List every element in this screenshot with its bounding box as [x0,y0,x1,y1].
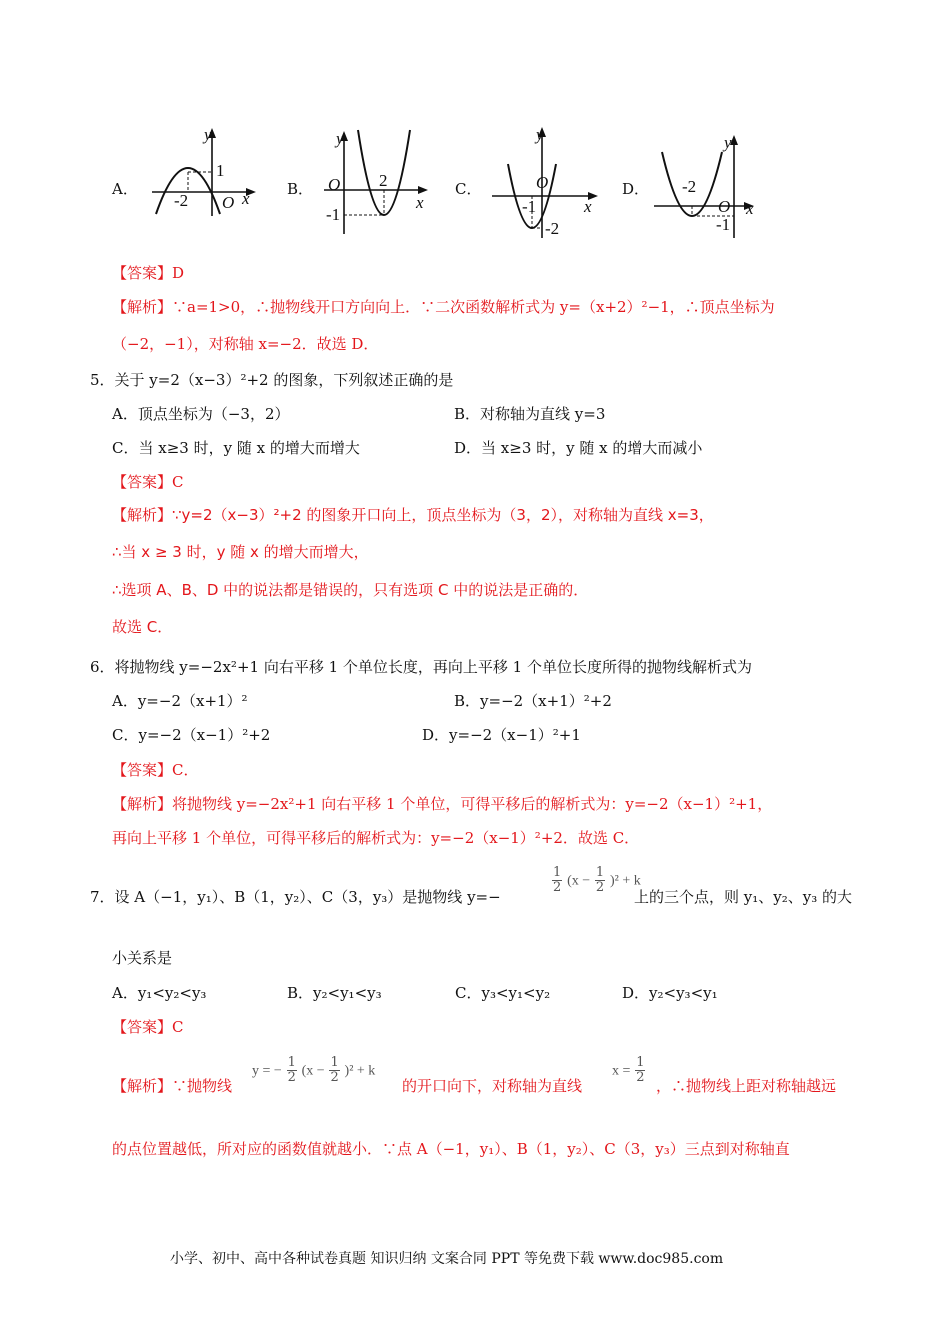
fraction: $\frac{1}{2}$ [553,865,562,895]
page-footer: 小学、初中、高中各种试卷真题 知识归纳 文案合同 PPT 等免费下载 www.doc985.com [170,1251,724,1267]
q5-option-d: D．当 x≥3 时，y 随 x 的增大而减小 [454,439,703,457]
origin-label: O [328,175,341,194]
origin-label: O [718,197,731,216]
option-b-graph [322,128,432,236]
q7-option-a: A．y₁<y₂<y₃ [112,984,207,1002]
x-axis-label: x [416,193,424,212]
vertex-y-label: -1 [326,205,341,224]
vertex-y-label: -1 [716,215,731,234]
vertex-y-label: -2 [545,219,560,238]
q6-option-c: C．y=−2（x−1）²+2 [112,726,271,744]
vertex-y-label: 1 [216,161,225,180]
q6-explanation-line2: 再向上平移 1 个单位，可得平移后的解析式为：y=−2（x−1）²+2．故选 C． [112,829,640,847]
q5-answer: 【答案】C [112,473,184,491]
vertex-x-label: -2 [174,191,189,210]
q4-answer: 【答案】D [112,264,185,282]
q5-explanation-line4: 故选 C． [112,618,173,636]
q5-explanation-line1: 【解析】∵y=2（x−3）²+2 的图象开口向上，顶点坐标为（3，2），对称轴为直线 x=3， [112,506,714,524]
q7-option-d: D．y₂<y₃<y₁ [622,984,718,1002]
q7-stem-line2: 小关系是 [112,949,173,967]
fraction: $\frac{1}{2}$ [330,1055,339,1085]
q6-explanation-line1: 【解析】将抛物线 y=−2x²+1 向右平移 1 个单位，可得平移后的解析式为：y=−2（x−1）²+1， [112,795,773,813]
vertex-x-label: 2 [379,171,388,190]
x-axis-label: x [584,197,592,216]
fraction: $\frac{1}{2}$ [595,865,605,895]
fraction: $\frac{1}{2}$ [636,1055,645,1085]
option-b-label: B． [287,180,314,198]
q5-option-c: C．当 x≥3 时，y 随 x 的增大而增大 [112,439,360,457]
q6-stem: 6．将抛物线 y=−2x²+1 向右平移 1 个单位长度，再向上平移 1 个单位长度所得的抛物线解析式为 [90,658,752,676]
q7-explanation-mid: 的开口向下，对称轴为直线 [402,1077,583,1095]
q6-answer: 【答案】C． [112,761,199,779]
origin-label: O [222,193,235,212]
q7-option-b: B．y₂<y₁<y₃ [287,984,382,1002]
q7-option-c: C．y₃<y₁<y₂ [455,984,551,1002]
q5-option-a: A．顶点坐标为（−3，2） [112,405,290,423]
q6-option-b: B．y=−2（x+1）²+2 [454,692,612,710]
fraction: $\frac{1}{2}$ [287,1055,296,1085]
q5-option-b: B．对称轴为直线 y=3 [454,405,606,423]
y-axis-label: y [204,126,212,144]
option-a-label: A． [112,180,138,198]
q7-stem-start: 7．设 A（−1，y₁）、B（1，y₂）、C（3，y₃）是抛物线 y=− [90,888,501,906]
q5-stem: 5．关于 y=2（x−3）²+2 的图象，下列叙述正确的是 [90,371,454,389]
q7-explanation-start: 【解析】∵抛物线 [112,1077,233,1095]
q4-explanation-line2: （−2，−1），对称轴 x=−2．故选 D． [112,335,379,353]
q6-option-a: A．y=−2（x+1）² [112,692,248,710]
origin-label: O [536,173,549,192]
y-axis-label: y [336,129,344,148]
x-axis-label: x [746,199,754,218]
q7-explanation-equation: y = − $\frac{1}{2}$ (x − $\frac{1}{2}$ )² + k [252,1055,376,1085]
x-axis-label: x [242,189,250,208]
y-axis-label: y [724,133,732,152]
vertex-x-label: -2 [682,177,697,196]
option-c-graph [490,124,602,240]
q4-explanation-line1: 【解析】∵a=1>0，∴抛物线开口方向向上．∵二次函数解析式为 y=（x+2）²−1，∴顶点坐标为 [112,298,775,316]
option-d-label: D． [622,180,650,198]
option-a-graph [150,126,260,221]
q5-explanation-line3: ∴选项 A、B、D 中的说法都是错误的，只有选项 C 中的说法是正确的． [112,581,589,599]
q7-explanation-end: ，∴抛物线上距对称轴越远 [656,1077,837,1095]
y-axis-label: y [536,125,544,144]
q7-axis-equation: x = $\frac{1}{2}$ [612,1055,645,1085]
q7-stem-end: 上的三个点，则 y₁、y₂、y₃ 的大 [634,888,852,906]
q5-explanation-line2: ∴当 x ≥ 3 时，y 随 x 的增大而增大， [112,543,369,561]
q7-explanation-line2: 的点位置越低，所对应的函数值就越小．∵点 A（−1，y₁）、B（1，y₂）、C（3，y₃）三点到对称轴直 [112,1140,790,1158]
vertex-x-label: -1 [522,197,537,216]
option-c-label: C． [455,180,482,198]
q6-option-d: D．y=−2（x−1）²+1 [422,726,581,744]
q7-answer: 【答案】C [112,1018,184,1036]
q7-equation: $\frac{1}{2}$ (x − $\frac{1}{2}$ )² + k [553,865,641,895]
option-d-graph [652,132,764,242]
